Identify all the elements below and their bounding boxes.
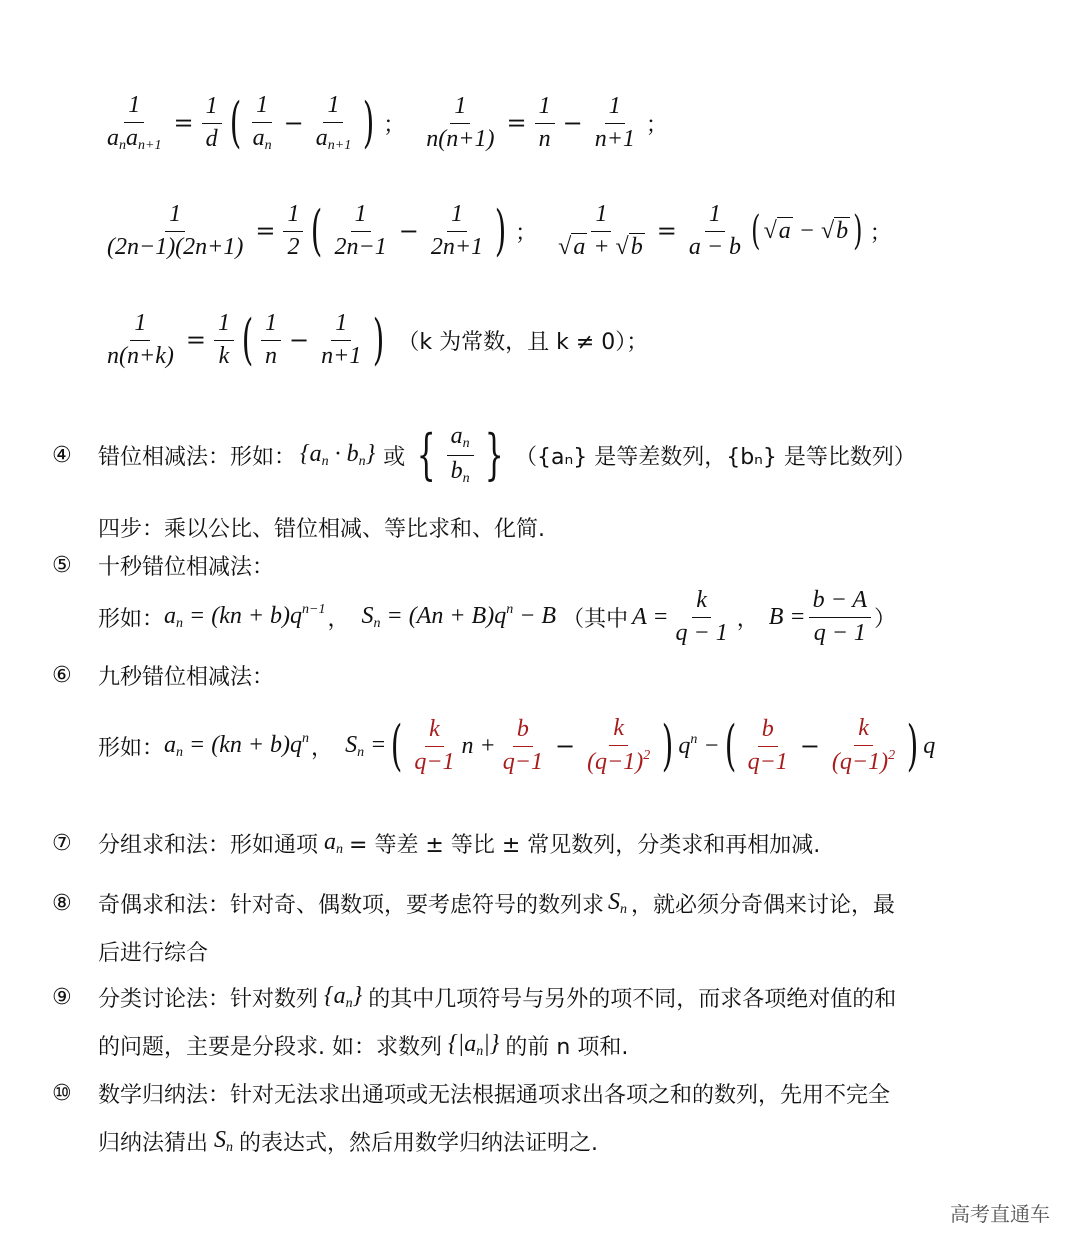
list-item: 形如： $a_n = (kn + b)q^{n-1}$ ， $S_n = (An + B)q^n - B$ （其中 A = $\frac{k}{q - 1}$ ， B = $\frac{b - A}{q - 1}$ ） <box>98 586 897 646</box>
item-number: ⑩ <box>52 1080 72 1106</box>
formula-row-2: $\frac{1}{(2n-1)(2n+1)}$ = $\frac{1}{2}$ ( $\frac{1}{2n-1}$ − $\frac{1}{2n+1}$ ) ； $\frac{1}{√a + √b}$ = $\frac{1}{a - b}$ ( √a − √b ) ； <box>107 199 892 262</box>
item-text: 四步：乘以公比、错位相减、等比求和、化简. <box>98 516 545 542</box>
item-title: 奇偶求和法：针对奇、偶数项，要考虑符号的数列求 <box>98 892 605 918</box>
watermark: 高考直通车 <box>950 1202 1050 1226</box>
item-number: ⑥ <box>52 662 72 688</box>
item-tail: 的其中几项符号与另外的项不同，而求各项绝对值的和 <box>368 986 897 1012</box>
item-title: 九秒错位相减法： <box>98 664 275 690</box>
item-title: 的问题，主要是分段求. 如：求数列 <box>98 1034 442 1060</box>
item-title: 错位相减法：形如： <box>98 444 297 470</box>
item-text: 后进行综合 <box>98 940 209 966</box>
list-item: 归纳法猜出 $S_n$ 的表达式，然后用数学归纳法证明之. <box>98 1126 599 1156</box>
item-number: ④ <box>52 442 72 468</box>
formula-row-1: $\frac{1}{a_na_{n+1}}$ = $\frac{1}{d}$ ( $\frac{1}{a_n}$ − $\frac{1}{a_{n+1}}$ ) ； $\frac{1}{n(n+1)}$ = $\frac{1}{n}$ − $\frac{1}{n+1}$ ； <box>100 88 668 158</box>
item-tail: 的前 n 项和. <box>505 1034 629 1060</box>
list-item: 形如： $a_n = (kn + b)q^n$ ， $S_n$ = ( $\frac{k}{q-1}$ n + $\frac{b}{q-1}$ − $\frac{k}{(q-1)^2}$ ) $q^n$ − ( $\frac{b}{q-1}$ − $\frac{k}{(q-1)^2}$ ) q <box>98 714 936 777</box>
item-title: 十秒错位相减法： <box>98 554 275 580</box>
item-lead: 形如： <box>98 735 165 761</box>
item-tail: （其中 <box>562 606 629 632</box>
list-item <box>98 934 208 968</box>
item-title: 分类讨论法：针对数列 <box>98 986 319 1012</box>
item-text: 数学归纳法：针对无法求出通项或无法根据通项求出各项之和的数列，先用不完全 <box>98 1082 891 1108</box>
list-item <box>52 548 274 582</box>
fraction: $\frac{1}{a_na_{n+1}}$ <box>107 92 162 153</box>
separator: ； <box>869 220 892 246</box>
list-item <box>98 510 545 544</box>
connector-text: 或 <box>383 444 406 470</box>
list-item: 的问题，主要是分段求. 如：求数列 $\{|a_n|\}$ 的前 n 项和. <box>98 1030 629 1060</box>
item-number: ⑨ <box>52 984 72 1010</box>
formula-note: （k 为常数，且 k ≠ 0）； <box>397 329 649 355</box>
separator: ； <box>515 220 538 246</box>
list-item: ⑨ 分类讨论法：针对数列 $\{a_n\}$ 的其中几项符号与另外的项不同，而求各项绝对值的和 <box>52 982 897 1012</box>
item-tail: （{aₙ} 是等差数列，{bₙ} 是等比数列） <box>514 444 916 470</box>
item-number: ⑧ <box>52 890 72 916</box>
separator: ； <box>645 112 668 138</box>
formula-row-3: $\frac{1}{n(n+k)}$ = $\frac{1}{k}$ ( $\frac{1}{n}$ − $\frac{1}{n+1}$ ) （k 为常数，且 k ≠ 0）； <box>107 308 649 371</box>
list-item: ④ 错位相减法：形如： $\{a_n \cdot b_n\}$ 或 { $\frac{a_n}{b_n}$ } （{aₙ} 是等差数列，{bₙ} 是等比数列） <box>52 423 916 486</box>
item-tail: 的表达式，然后用数学归纳法证明之. <box>239 1130 599 1156</box>
item-title: 分组求和法：形如通项 <box>98 832 319 858</box>
separator: ； <box>383 112 406 138</box>
item-number: ⑦ <box>52 830 72 856</box>
list-item <box>52 1076 890 1110</box>
list-item: ⑧ 奇偶求和法：针对奇、偶数项，要考虑符号的数列求 $S_n$ ，就必须分奇偶来讨论，最 <box>52 888 896 918</box>
item-lead: 形如： <box>98 606 165 632</box>
item-tail: = 等差 ± 等比 ± 常见数列，分类求和再相加减. <box>349 832 821 858</box>
item-title: 归纳法猜出 <box>98 1130 209 1156</box>
item-tail: ，就必须分奇偶来讨论，最 <box>631 892 896 918</box>
list-item <box>52 658 274 692</box>
list-item: ⑦ 分组求和法：形如通项 $a_n$ = 等差 ± 等比 ± 常见数列，分类求和再相加减. <box>52 828 821 858</box>
item-number: ⑤ <box>52 552 72 578</box>
